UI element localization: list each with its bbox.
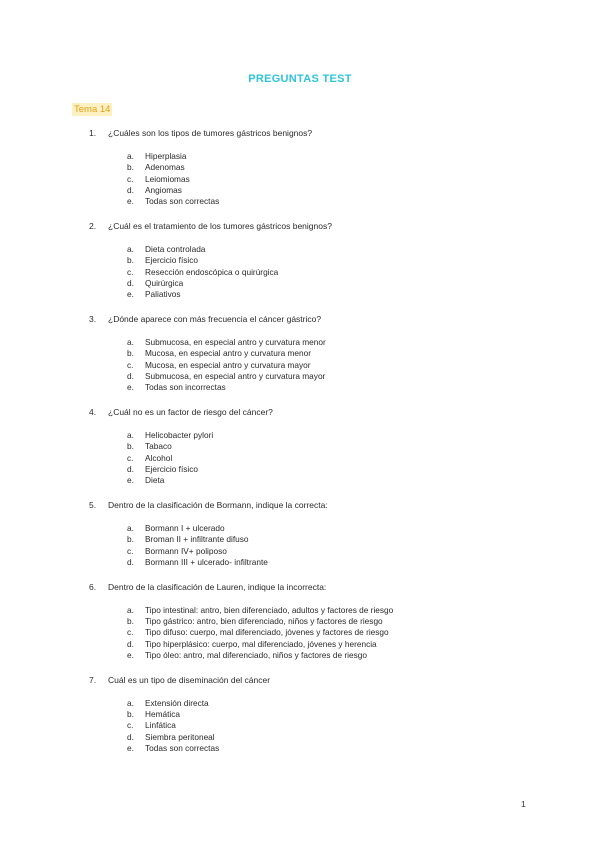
option-letter: c. bbox=[127, 452, 134, 463]
option-list bbox=[0, 151, 600, 207]
option-text: Tipo óleo: antro, mal diferenciado, niños y factores de riesgo bbox=[145, 649, 367, 660]
question-row bbox=[0, 314, 600, 325]
answer-option bbox=[0, 348, 600, 359]
option-text: Bormann IV+ poliposo bbox=[145, 545, 227, 556]
option-text: Alcohol bbox=[145, 452, 173, 463]
option-letter: b. bbox=[127, 534, 134, 545]
option-text: Broman II + infiltrante difuso bbox=[145, 534, 249, 545]
option-letter: d. bbox=[127, 463, 134, 474]
answer-option bbox=[0, 534, 600, 545]
question-text: Cuál es un tipo de diseminación del cáncer bbox=[108, 674, 271, 685]
answer-option bbox=[0, 557, 600, 568]
question-row bbox=[0, 500, 600, 511]
option-text: Ejercicio físico bbox=[145, 255, 199, 266]
page-title: PREGUNTAS TEST bbox=[248, 73, 352, 85]
option-list bbox=[0, 698, 600, 754]
option-letter: d. bbox=[127, 277, 134, 288]
option-letter: e. bbox=[127, 289, 134, 300]
answer-option bbox=[0, 267, 600, 278]
answer-option bbox=[0, 289, 600, 300]
question-number: 2. bbox=[89, 220, 97, 231]
option-text: Tipo hiperplásico: cuerpo, mal diferenciado, jóvenes y herencia bbox=[145, 638, 377, 649]
question-text: ¿Cuáles son los tipos de tumores gástricos benignos? bbox=[108, 128, 313, 138]
option-text: Tipo gástrico: antro, bien diferenciado, niños y factores de riesgo bbox=[145, 615, 383, 626]
question-item bbox=[0, 407, 600, 486]
answer-option bbox=[0, 185, 600, 196]
option-list bbox=[0, 337, 600, 393]
question-text: ¿Dónde aparece con más frecuencia el cáncer gástrico? bbox=[108, 313, 322, 324]
question-text: Dentro de la clasificación de Bormann, indique la correcta: bbox=[108, 499, 328, 510]
option-text: Tabaco bbox=[145, 441, 172, 452]
question-item bbox=[0, 500, 600, 568]
answer-option bbox=[0, 475, 600, 486]
option-letter: b. bbox=[127, 708, 134, 719]
option-text: Todas son correctas bbox=[145, 742, 220, 753]
option-text: Submucosa, en especial antro y curvatura menor bbox=[145, 336, 326, 347]
answer-option bbox=[0, 616, 600, 627]
option-list bbox=[0, 430, 600, 486]
option-text: Helicobacter pylori bbox=[145, 429, 214, 440]
option-letter: e. bbox=[127, 475, 134, 486]
option-letter: a. bbox=[127, 697, 134, 708]
option-letter: b. bbox=[127, 441, 134, 452]
question-item bbox=[0, 582, 600, 661]
answer-option bbox=[0, 255, 600, 266]
option-text: Siembra peritoneal bbox=[145, 731, 215, 742]
option-text: Quirúrgica bbox=[145, 277, 184, 288]
option-text: Submucosa, en especial antro y curvatura mayor bbox=[145, 370, 326, 381]
option-letter: e. bbox=[127, 196, 134, 207]
answer-option bbox=[0, 464, 600, 475]
question-number: 7. bbox=[89, 674, 97, 685]
option-letter: d. bbox=[127, 731, 134, 742]
question-item bbox=[0, 314, 600, 393]
option-letter: a. bbox=[127, 604, 134, 615]
answer-option bbox=[0, 151, 600, 162]
option-letter: c. bbox=[127, 173, 134, 184]
question-list bbox=[0, 128, 600, 768]
page-number: 1 bbox=[521, 799, 526, 809]
question-number: 6. bbox=[89, 581, 97, 592]
answer-option bbox=[0, 196, 600, 207]
answer-option bbox=[0, 743, 600, 754]
section-heading: Tema 14 bbox=[74, 104, 111, 115]
option-list bbox=[0, 244, 600, 300]
option-text: Mucosa, en especial antro y curvatura menor bbox=[145, 348, 312, 359]
answer-option bbox=[0, 523, 600, 534]
option-letter: c. bbox=[127, 720, 134, 731]
option-letter: a. bbox=[127, 429, 134, 440]
option-letter: c. bbox=[127, 627, 134, 638]
answer-option bbox=[0, 650, 600, 661]
option-text: Bormann I + ulcerado bbox=[145, 522, 225, 533]
question-text: ¿Cuál es el tratamiento de los tumores gástricos benignos? bbox=[108, 220, 332, 231]
option-text: Todas son incorrectas bbox=[145, 382, 226, 393]
answer-option bbox=[0, 627, 600, 638]
option-letter: e. bbox=[127, 382, 134, 393]
answer-option bbox=[0, 441, 600, 452]
question-number: 3. bbox=[89, 313, 97, 324]
answer-option bbox=[0, 605, 600, 616]
option-letter: d. bbox=[127, 370, 134, 381]
option-list bbox=[0, 605, 600, 661]
option-letter: d. bbox=[127, 184, 134, 195]
option-letter: a. bbox=[127, 243, 134, 254]
option-letter: c. bbox=[127, 359, 134, 370]
option-letter: a. bbox=[127, 151, 134, 161]
option-text: Adenomas bbox=[145, 162, 185, 173]
option-text: Extensión directa bbox=[145, 697, 209, 708]
answer-option bbox=[0, 371, 600, 382]
option-letter: e. bbox=[127, 649, 134, 660]
option-letter: d. bbox=[127, 556, 134, 567]
option-text: Ejercicio físico bbox=[145, 463, 199, 474]
option-letter: b. bbox=[127, 348, 134, 359]
question-row bbox=[0, 582, 600, 593]
answer-option bbox=[0, 639, 600, 650]
option-text: Mucosa, en especial antro y curvatura mayor bbox=[145, 359, 311, 370]
question-item bbox=[0, 128, 600, 207]
option-text: Tipo difuso: cuerpo, mal diferenciado, jóvenes y factores de riesgo bbox=[145, 627, 389, 638]
question-number: 1. bbox=[89, 128, 97, 138]
option-text: Leiomiomas bbox=[145, 173, 190, 184]
option-text: Todas son correctas bbox=[145, 196, 220, 207]
answer-option bbox=[0, 244, 600, 255]
answer-option bbox=[0, 430, 600, 441]
option-text: Tipo intestinal: antro, bien diferenciado, adultos y factores de riesgo bbox=[145, 604, 394, 615]
option-text: Linfática bbox=[145, 720, 176, 731]
option-letter: b. bbox=[127, 615, 134, 626]
answer-option bbox=[0, 278, 600, 289]
answer-option bbox=[0, 546, 600, 557]
option-text: Bormann III + ulcerado- infiltrante bbox=[145, 556, 268, 567]
question-row bbox=[0, 407, 600, 418]
answer-option bbox=[0, 174, 600, 185]
option-text: Resección endoscópica o quirúrgica bbox=[145, 266, 279, 277]
option-letter: c. bbox=[127, 545, 134, 556]
answer-option bbox=[0, 698, 600, 709]
question-number: 5. bbox=[89, 499, 97, 510]
option-text: Paliativos bbox=[145, 289, 181, 300]
question-item bbox=[0, 675, 600, 754]
option-letter: c. bbox=[127, 266, 134, 277]
question-row bbox=[0, 128, 600, 139]
option-text: Angiomas bbox=[145, 184, 182, 195]
option-text: Hiperplasia bbox=[145, 151, 187, 161]
question-text: ¿Cuál no es un factor de riesgo del cáncer? bbox=[108, 406, 273, 417]
answer-option bbox=[0, 382, 600, 393]
question-item bbox=[0, 221, 600, 300]
answer-option bbox=[0, 720, 600, 731]
answer-option bbox=[0, 337, 600, 348]
option-letter: e. bbox=[127, 742, 134, 753]
option-letter: d. bbox=[127, 638, 134, 649]
answer-option bbox=[0, 162, 600, 173]
answer-option bbox=[0, 709, 600, 720]
option-letter: b. bbox=[127, 255, 134, 266]
option-list bbox=[0, 523, 600, 568]
answer-option bbox=[0, 453, 600, 464]
question-row bbox=[0, 221, 600, 232]
option-letter: b. bbox=[127, 162, 134, 173]
question-number: 4. bbox=[89, 406, 97, 417]
option-text: Hemática bbox=[145, 708, 181, 719]
option-text: Dieta controlada bbox=[145, 243, 206, 254]
option-letter: a. bbox=[127, 336, 134, 347]
question-row bbox=[0, 675, 600, 686]
option-letter: a. bbox=[127, 522, 134, 533]
question-text: Dentro de la clasificación de Lauren, indique la incorrecta: bbox=[108, 581, 327, 592]
option-text: Dieta bbox=[145, 475, 165, 486]
answer-option bbox=[0, 360, 600, 371]
answer-option bbox=[0, 732, 600, 743]
